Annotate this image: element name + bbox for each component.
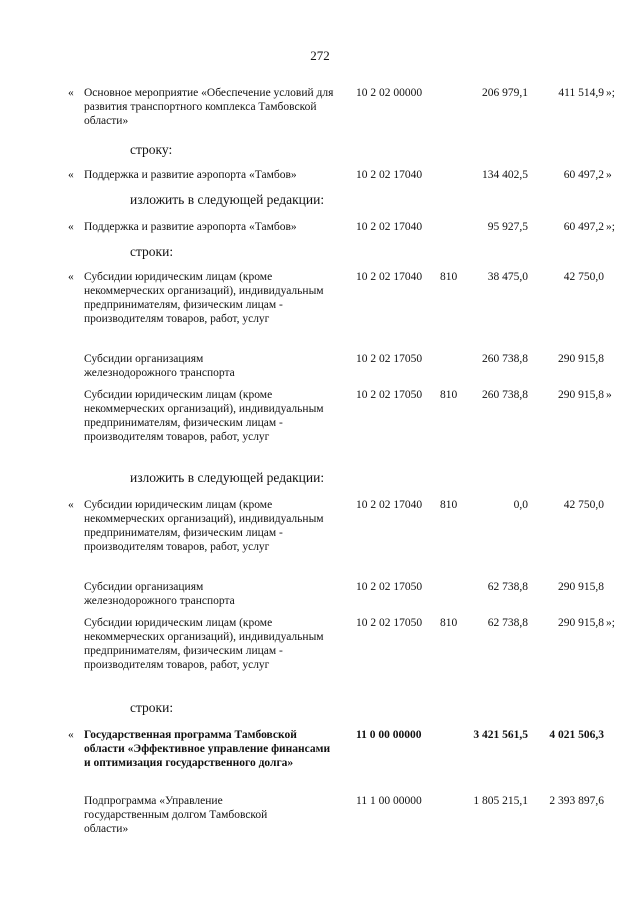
row-code: 11 0 00 00000 <box>356 729 422 741</box>
row-code: 10 2 02 17040 <box>356 221 423 233</box>
open-quote: « <box>68 499 74 511</box>
row-value-2: 290 915,8 <box>558 353 604 365</box>
heading-izlozhit: изложить в следующей редакции: <box>130 192 325 207</box>
row-value-1: 260 738,8 <box>482 353 528 365</box>
row-value-2: 60 497,2 <box>563 169 604 181</box>
row-code: 10 2 02 17050 <box>356 353 423 365</box>
row-value-1: 62 738,8 <box>487 617 528 629</box>
row-vr: 810 <box>440 271 458 283</box>
row-value-2: 42 750,0 <box>563 499 604 511</box>
heading-stroki: строки: <box>130 244 174 259</box>
row-value-1: 38 475,0 <box>487 271 528 283</box>
row-code: 11 1 00 00000 <box>356 795 422 807</box>
row-name: Поддержка и развитие аэропорта «Тамбов» <box>84 221 297 233</box>
row-code: 10 2 02 17040 <box>356 271 423 283</box>
close-quote: » <box>606 169 612 181</box>
row-value-2: 290 915,8 <box>558 617 604 629</box>
row-name: Основное мероприятие «Обеспечение условий для развития транспортного комплекса Тамбовской области» <box>84 87 334 127</box>
row-vr: 810 <box>440 617 458 629</box>
page-number: 272 <box>310 48 330 63</box>
row-code: 10 2 02 17040 <box>356 169 423 181</box>
row-value-2: 290 915,8 <box>558 581 604 593</box>
row-code: 10 2 02 17050 <box>356 389 423 401</box>
row-value-1: 206 979,1 <box>482 87 528 99</box>
close-quote: »; <box>606 87 615 99</box>
row-name: Поддержка и развитие аэропорта «Тамбов» <box>84 169 297 181</box>
row-value-2: 290 915,8 <box>558 389 604 401</box>
row-value-1: 62 738,8 <box>487 581 528 593</box>
row-code: 10 2 02 17040 <box>356 499 423 511</box>
row-value-1: 134 402,5 <box>482 169 528 181</box>
row-value-1: 1 805 215,1 <box>473 795 528 807</box>
heading-izlozhit: изложить в следующей редакции: <box>130 470 325 485</box>
row-value-1: 260 738,8 <box>482 389 528 401</box>
row-name: Субсидии организациям железнодорожного транспорта <box>84 581 235 607</box>
row-name: Субсидии юридическим лицам (кроме некоммерческих организаций), индивидуальным предпринимателям, физическим лицам - производителям товаров, работ, услуг <box>84 499 324 553</box>
open-quote: « <box>68 729 74 741</box>
row-name: Подпрограмма «Управление государственным долгом Тамбовской области» <box>84 795 268 835</box>
row-code: 10 2 02 17050 <box>356 617 423 629</box>
row-value-2: 4 021 506,3 <box>549 729 604 741</box>
row-vr: 810 <box>440 499 458 511</box>
row-value-1: 0,0 <box>513 499 528 511</box>
row-code: 10 2 02 17050 <box>356 581 423 593</box>
row-value-1: 3 421 561,5 <box>473 729 528 741</box>
close-quote: » <box>606 389 612 401</box>
row-name: Субсидии организациям железнодорожного транспорта <box>84 353 235 379</box>
close-quote: »; <box>606 221 615 233</box>
row-value-2: 60 497,2 <box>563 221 604 233</box>
open-quote: « <box>68 87 74 99</box>
close-quote: »; <box>606 617 615 629</box>
heading-stroki: строки: <box>130 700 174 715</box>
row-value-2: 42 750,0 <box>563 271 604 283</box>
row-value-2: 2 393 897,6 <box>549 795 604 807</box>
row-value-1: 95 927,5 <box>487 221 528 233</box>
open-quote: « <box>68 169 74 181</box>
open-quote: « <box>68 221 74 233</box>
row-name: Государственная программа Тамбовской области «Эффективное управление финансами и оптимизация государственного долга» <box>84 729 331 769</box>
row-vr: 810 <box>440 389 458 401</box>
row-name: Субсидии юридическим лицам (кроме некоммерческих организаций), индивидуальным предпринимателям, физическим лицам - производителям товаров, работ, услуг <box>84 617 324 671</box>
row-name: Субсидии юридическим лицам (кроме некоммерческих организаций), индивидуальным предпринимателям, физическим лицам - производителям товаров, работ, услуг <box>84 271 324 325</box>
heading-stroku: строку: <box>130 142 173 157</box>
row-code: 10 2 02 00000 <box>356 87 423 99</box>
row-value-2: 411 514,9 <box>558 87 604 99</box>
row-name: Субсидии юридическим лицам (кроме некоммерческих организаций), индивидуальным предпринимателям, физическим лицам - производителям товаров, работ, услуг <box>84 389 324 443</box>
open-quote: « <box>68 271 74 283</box>
